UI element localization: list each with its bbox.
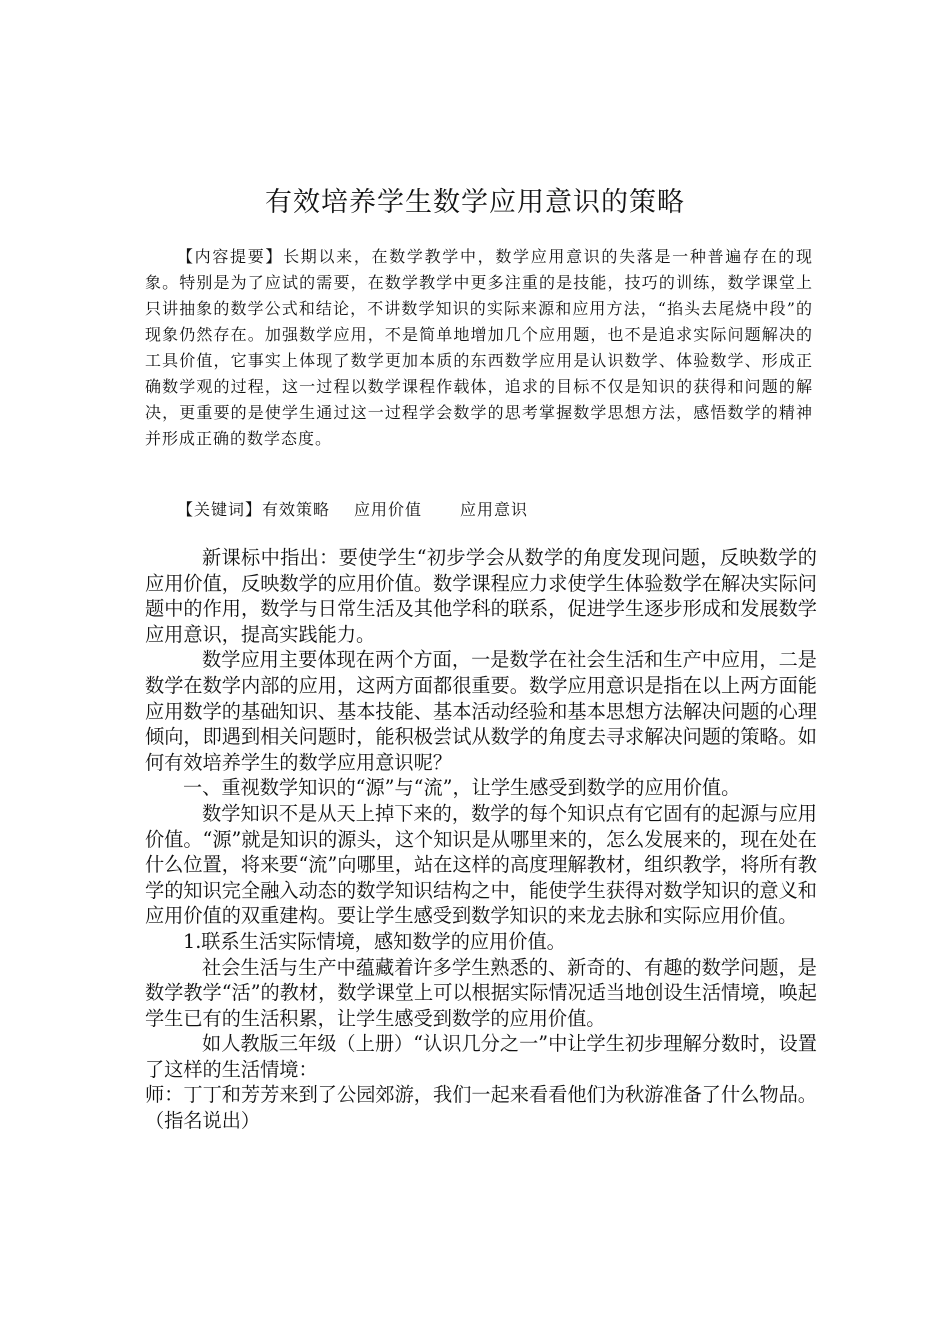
paragraph: 师：丁丁和芳芳来到了公园郊游，我们一起来看看他们为秋游准备了什么物品。（指名说出） <box>145 1083 817 1133</box>
section-heading: 一、重视数学知识的“源”与“流”，让学生感受到数学的应用价值。 <box>183 776 741 800</box>
abstract <box>145 244 813 452</box>
paragraph: 数学知识不是从天上掉下来的，数学的每个知识点有它固有的起源与应用价值。“源”就是知识的源头，这个知识是从哪里来的，怎么发展来的，现在处在什么位置，将来要“流”向哪里，站在这样的高度理解教材，组织教学，将所有教学的知识完全融入动态的数学知识结构之中，能使学生获得对数学知识的意义和应用价值的双重建构。要让学生感受到数学知识的来龙去脉和实际应用价值。 <box>145 801 817 928</box>
keyword: 有效策略 <box>262 500 331 519</box>
abstract-label: 【内容提要】 <box>177 247 284 266</box>
paragraph: 社会生活与生产中蕴藏着许多学生熟悉的、新奇的、有趣的数学问题，是数学教学“活”的教材，数学课堂上可以根据实际情况适当地创设生活情境，唤起学生已有的生活积累，让学生感受到数学的应用价值。 <box>145 955 817 1030</box>
keyword: 应用价值 <box>354 500 423 519</box>
document-title: 有效培养学生数学应用意识的策略 <box>265 187 685 218</box>
subsection-heading: 1.联系生活实际情境，感知数学的应用价值。 <box>183 929 566 953</box>
keyword: 应用意识 <box>460 500 529 519</box>
body-text <box>145 545 817 1134</box>
abstract-text: 长期以来，在数学教学中，数学应用意识的失落是一种普遍存在的现象。特别是为了应试的需要，在数学教学中更多注重的是技能，技巧的训练，数学课堂上只讲抽象的数学公式和结论，不讲数学知识的实际来源和应用方法，“掐头去尾烧中段”的现象仍然存在。加强数学应用，不是简单地增加几个应用题，也不是追求实际问题解决的工具价值，它事实上体现了数学更加本质的东西数学应用是认识数学、体验数学、形成正确数学观的过程，这一过程以数学课程作载体，追求的目标不仅是知识的获得和问题的解决，更重要的是使学生通过这一过程学会数学的思考掌握数学思想方法，感悟数学的精神并形成正确的数学态度。 <box>145 247 813 448</box>
keywords-line <box>177 497 817 523</box>
paragraph: 新课标中指出：要使学生“初步学会从数学的角度发现问题，反映数学的应用价值，反映数学的应用价值。数学课程应力求使学生体验数学在解决实际问题中的作用，数学与日常生活及其他学科的联系，促进学生逐步形成和发展数学应用意识，提高实践能力。 <box>145 546 817 646</box>
keywords-label: 【关键词】 <box>177 500 263 519</box>
paragraph: 如人教版三年级（上册）“认识几分之一”中让学生初步理解分数时，设置了这样的生活情境： <box>145 1032 817 1081</box>
paragraph: 数学应用主要体现在两个方面，一是数学在社会生活和生产中应用，二是数学在数学内部的应用，这两方面都很重要。数学应用意识是指在以上两方面能应用数学的基础知识、基本技能、基本活动经验和基本思想方法解决问题的心理倾向，即遇到相关问题时，能积极尝试从数学的角度去寻求解决问题的策略。如何有效培养学生的数学应用意识呢？ <box>145 648 817 774</box>
